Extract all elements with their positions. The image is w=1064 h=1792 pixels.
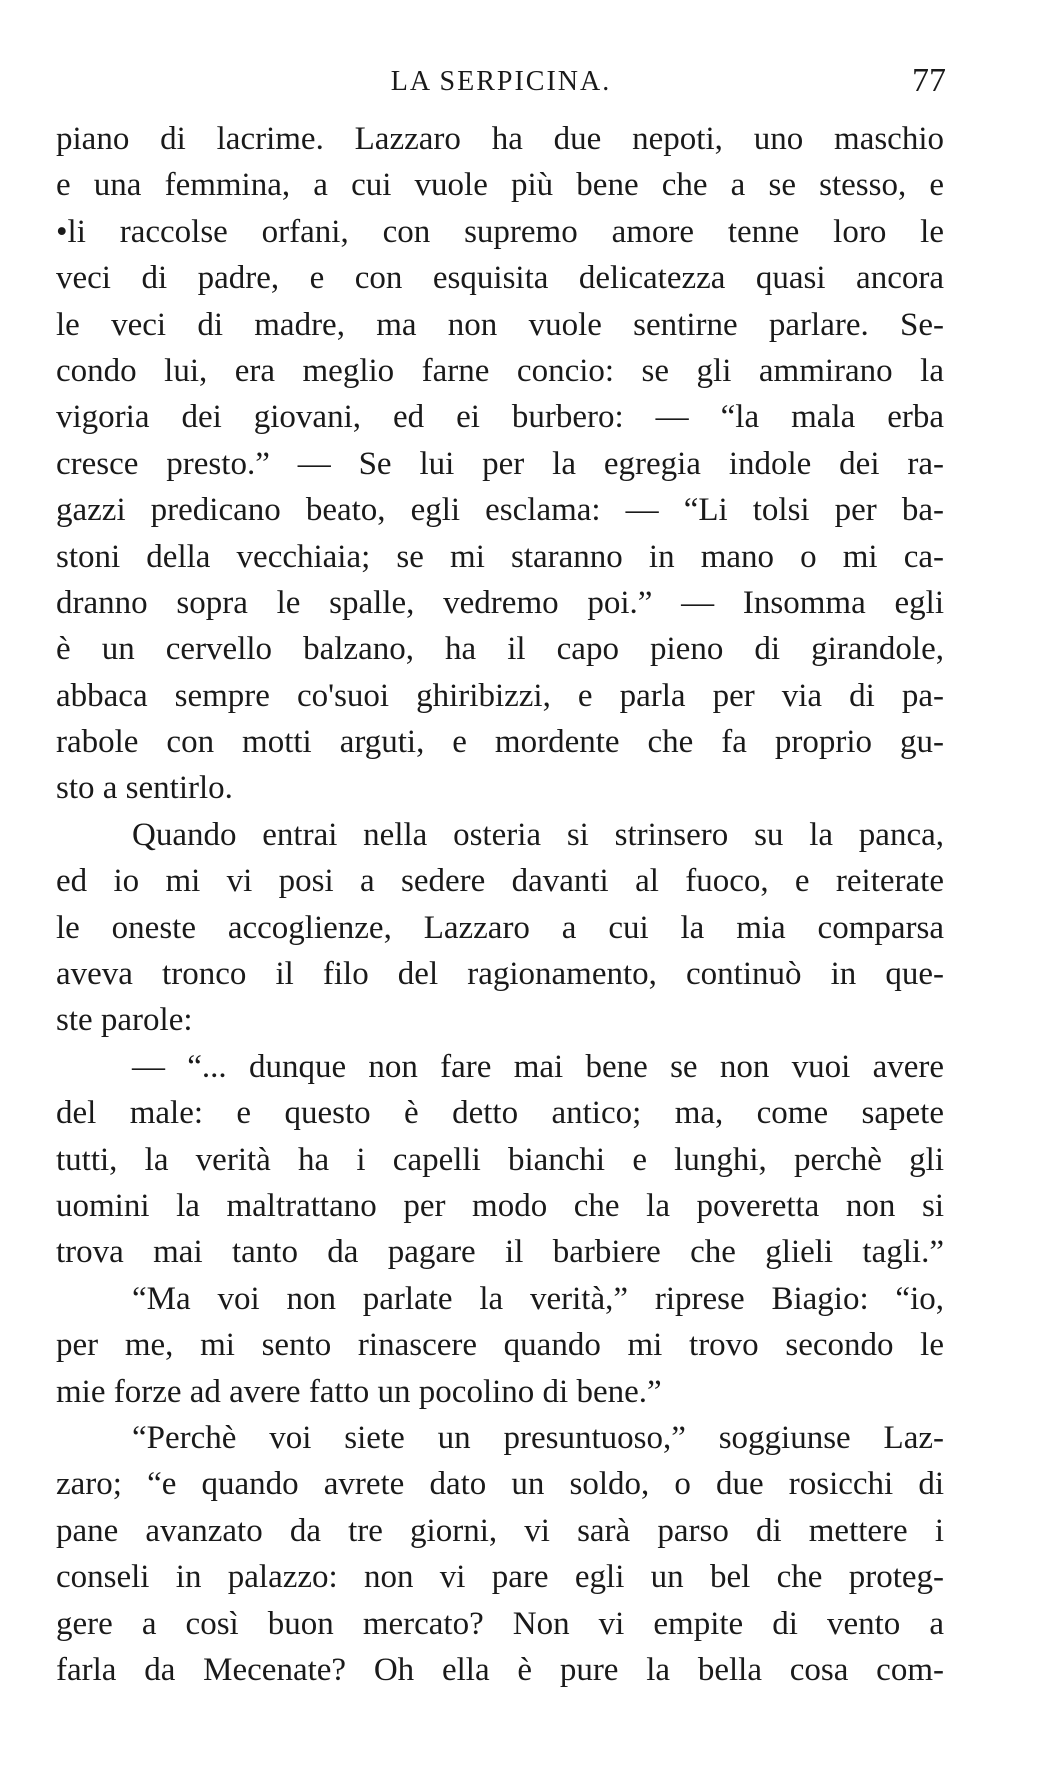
text-line: veci di padre, e con esquisita delicatezza quasi ancora xyxy=(56,260,944,297)
text-line: Quando entrai nella osteria si strinsero su la panca, xyxy=(132,816,944,853)
text-line: per me, mi sento rinascere quando mi trovo secondo le xyxy=(56,1327,944,1364)
running-title: LA SERPICINA. xyxy=(390,66,612,97)
text-line: ste parole: xyxy=(56,1002,193,1039)
text-line: gere a così buon mercato? Non vi empite di vento a xyxy=(56,1605,944,1642)
text-line: — “... dunque non fare mai bene se non vuoi avere xyxy=(132,1048,944,1085)
text-line: conseli in palazzo: non vi pare egli un bel che proteg- xyxy=(56,1559,944,1596)
text-line: uomini la maltrattano per modo che la poveretta non si xyxy=(56,1187,944,1224)
page-number: 77 xyxy=(912,62,946,99)
text-line: vigoria dei giovani, ed ei burbero: — “la mala erba xyxy=(56,399,944,436)
text-line: cresce presto.” — Se lui per la egregia indole dei ra- xyxy=(56,445,944,482)
text-line: trova mai tanto da pagare il barbiere che glieli tagli.” xyxy=(56,1234,944,1271)
text-line: le oneste accoglienze, Lazzaro a cui la mia comparsa xyxy=(56,909,944,946)
text-line: abbaca sempre co'suoi ghiribizzi, e parla per via di pa- xyxy=(56,677,944,714)
text-line: tutti, la verità ha i capelli bianchi e lunghi, perchè gli xyxy=(56,1141,944,1178)
text-line: condo lui, era meglio farne concio: se gli ammirano la xyxy=(56,352,944,389)
text-line: aveva tronco il filo del ragionamento, continuò in que- xyxy=(56,956,944,993)
text-line: stoni della vecchiaia; se mi staranno in mano o mi ca- xyxy=(56,538,944,575)
text-line: è un cervello balzano, ha il capo pieno di girandole, xyxy=(56,631,944,668)
text-line: •li raccolse orfani, con supremo amore tenne loro le xyxy=(56,213,944,250)
body-text xyxy=(56,116,944,1693)
text-line: “Perchè voi siete un presuntuoso,” soggiunse Laz- xyxy=(132,1419,944,1456)
text-line: gazzi predicano beato, egli esclama: — “Li tolsi per ba- xyxy=(56,492,944,529)
text-line: farla da Mecenate? Oh ella è pure la bella cosa com- xyxy=(56,1651,944,1688)
text-line: sto a sentirlo. xyxy=(56,770,233,807)
text-line: zaro; “e quando avrete dato un soldo, o due rosicchi di xyxy=(56,1466,944,1503)
text-line: pane avanzato da tre giorni, vi sarà parso di mettere i xyxy=(56,1512,944,1549)
text-line: mie forze ad avere fatto un pocolino di bene.” xyxy=(56,1373,662,1410)
text-line: del male: e questo è detto antico; ma, come sapete xyxy=(56,1095,944,1132)
text-line: rabole con motti arguti, e mordente che fa proprio gu- xyxy=(56,724,944,761)
text-line: le veci di madre, ma non vuole sentirne parlare. Se- xyxy=(56,306,944,343)
text-line: e una femmina, a cui vuole più bene che a se stesso, e xyxy=(56,167,944,204)
text-line: ed io mi vi posi a sedere davanti al fuoco, e reiterate xyxy=(56,863,944,900)
running-head xyxy=(56,62,946,102)
text-line: “Ma voi non parlate la verità,” riprese Biagio: “io, xyxy=(132,1280,944,1317)
text-line: dranno sopra le spalle, vedremo poi.” — Insomma egli xyxy=(56,584,944,621)
text-line: piano di lacrime. Lazzaro ha due nepoti, uno maschio xyxy=(56,121,944,157)
